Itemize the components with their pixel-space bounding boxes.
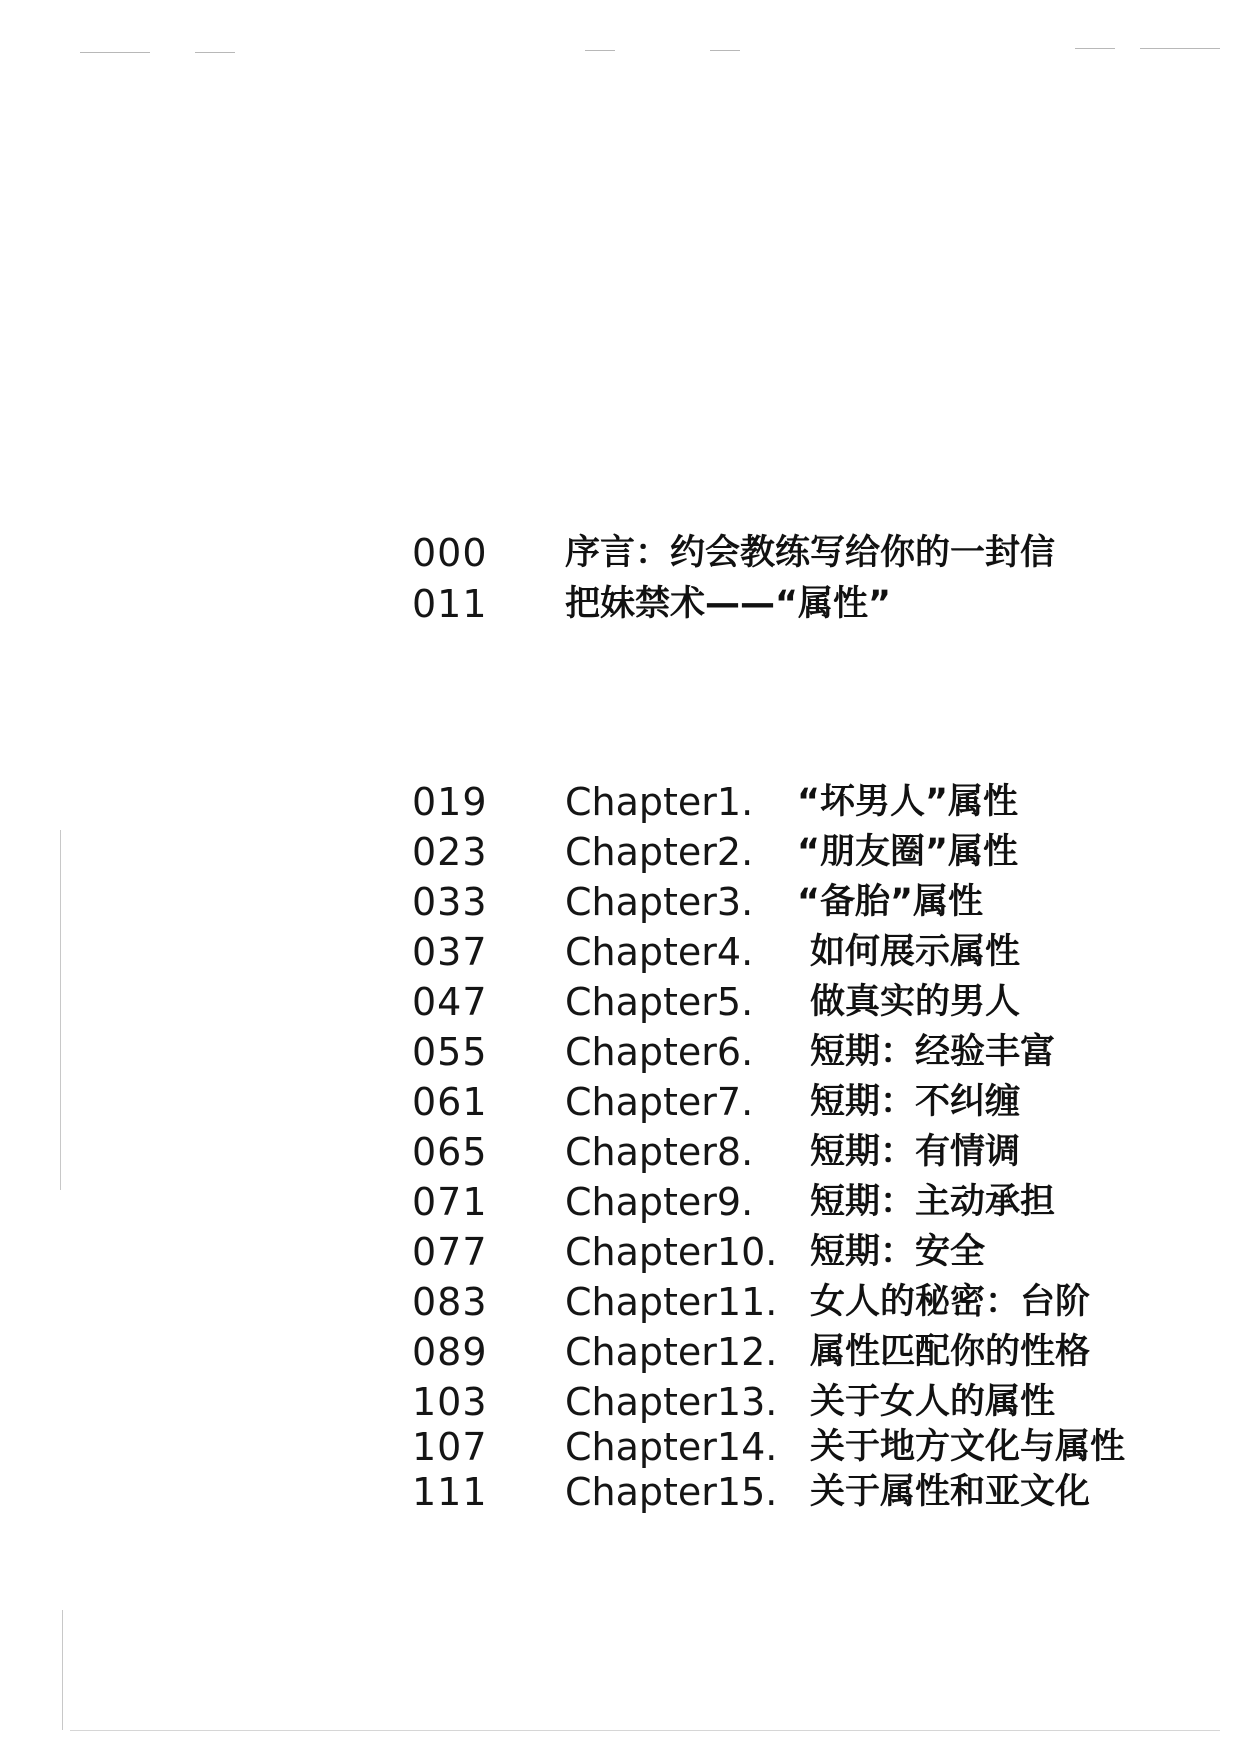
toc-page-number: 047 [412,980,488,1024]
scan-artifact-top-left-2 [195,52,235,53]
toc-page-number: 111 [412,1470,488,1514]
toc-entry-title: 序言：约会教练写给你的一封信 [565,533,1056,573]
toc-chapter-label: Chapter12. [565,1330,778,1374]
toc-page-number: 107 [412,1425,488,1469]
toc-page-number: 023 [412,830,488,874]
toc-page-number: 103 [412,1380,488,1424]
toc-chapter-label: Chapter7. [565,1080,754,1124]
toc-entry-title: 把妹禁术——“属性” [565,584,892,624]
toc-page-number: 065 [412,1130,488,1174]
toc-page-number: 055 [412,1030,488,1074]
toc-chapter-title: 关于属性和亚文化 [810,1472,1091,1512]
toc-chapter-title: 短期：经验丰富 [810,1032,1056,1072]
toc-chapter-title: 短期：安全 [810,1232,986,1272]
toc-chapter-title: 短期：有情调 [810,1132,1021,1172]
toc-chapter-label: Chapter4. [565,930,754,974]
toc-chapter-title: “坏男人”属性 [797,782,1019,822]
toc-chapter-label: Chapter8. [565,1130,754,1174]
toc-page-number: 037 [412,930,488,974]
toc-chapter-title: 关于地方文化与属性 [810,1427,1126,1467]
toc-page-number: 019 [412,780,488,824]
toc-chapter-title: 属性匹配你的性格 [810,1332,1091,1372]
toc-page-number: 033 [412,880,488,924]
toc-chapter-title: 女人的秘密：台阶 [810,1282,1091,1322]
scan-artifact-top-right-2 [1140,48,1220,49]
scan-artifact-left-edge-2 [62,1610,63,1730]
scan-artifact-top-mid [585,50,615,51]
toc-chapter-title: 短期：不纠缠 [810,1082,1021,1122]
toc-page-number: 061 [412,1080,488,1124]
toc-chapter-label: Chapter3. [565,880,754,924]
toc-chapter-label: Chapter13. [565,1380,778,1424]
toc-page-number: 083 [412,1280,488,1324]
toc-chapter-title: 如何展示属性 [810,932,1021,972]
toc-chapter-label: Chapter14. [565,1425,778,1469]
scan-artifact-bottom [70,1730,1220,1731]
toc-chapter-title: 关于女人的属性 [810,1382,1056,1422]
toc-page-number: 089 [412,1330,488,1374]
toc-chapter-label: Chapter10. [565,1230,778,1274]
scan-artifact-left-edge [60,830,61,1190]
toc-page-number: 077 [412,1230,488,1274]
scan-artifact-top-left [80,52,150,53]
toc-chapter-title: “朋友圈”属性 [797,832,1019,872]
scan-artifact-top-mid-2 [710,50,740,51]
toc-chapter-title: “备胎”属性 [797,882,984,922]
toc-page-number: 071 [412,1180,488,1224]
toc-chapter-label: Chapter1. [565,780,754,824]
toc-chapter-label: Chapter15. [565,1470,778,1514]
toc-chapter-title: 短期：主动承担 [810,1182,1056,1222]
toc-chapter-label: Chapter9. [565,1180,754,1224]
toc-chapter-label: Chapter5. [565,980,754,1024]
toc-chapter-label: Chapter6. [565,1030,754,1074]
toc-chapter-label: Chapter11. [565,1280,778,1324]
toc-chapter-label: Chapter2. [565,830,754,874]
toc-page-number: 000 [412,531,488,575]
scan-artifact-top-right [1075,48,1115,49]
toc-chapter-title: 做真实的男人 [810,982,1021,1022]
toc-page-number: 011 [412,582,488,626]
